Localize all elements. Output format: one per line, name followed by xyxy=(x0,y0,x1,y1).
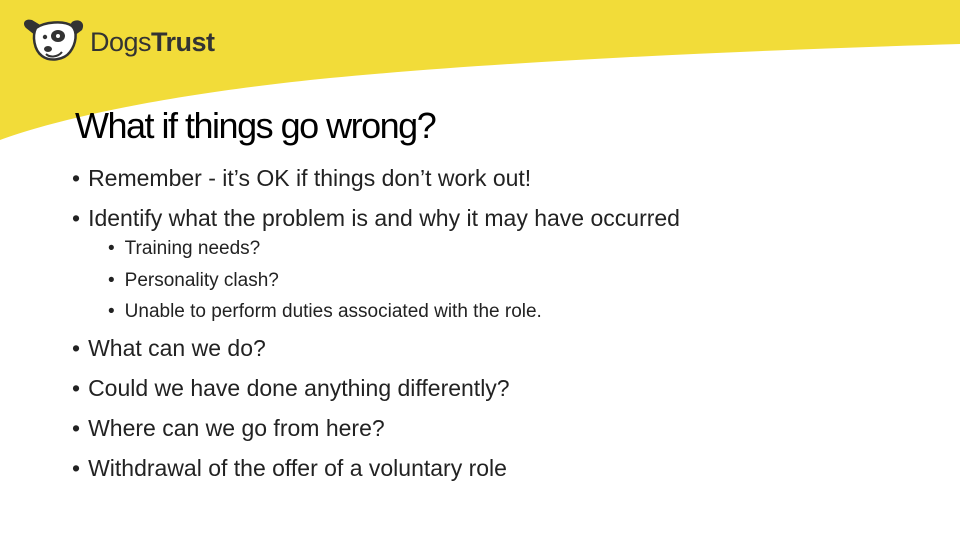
bullet-list-top xyxy=(72,158,680,238)
bullet-item: • Could we have done anything differently? xyxy=(72,368,510,408)
bullet-item: • Remember - it’s OK if things don’t work out! xyxy=(72,158,680,198)
dogs-trust-logo xyxy=(20,14,215,70)
dog-head-icon xyxy=(20,14,88,70)
brand-name-trust: Trust xyxy=(151,26,215,57)
sub-bullet-list xyxy=(108,233,542,328)
sub-bullet-item: • Personality clash? xyxy=(108,265,542,297)
brand-name-dogs: Dogs xyxy=(90,26,152,57)
brand-wordmark xyxy=(90,27,215,58)
bullet-item: • Identify what the problem is and why it may have occurred xyxy=(72,198,680,238)
sub-bullet-item: • Training needs? xyxy=(108,233,542,265)
bullet-item: • What can we do? xyxy=(72,328,510,368)
sub-bullet-item: • Unable to perform duties associated with the role. xyxy=(108,296,542,328)
bullet-item: • Where can we go from here? xyxy=(72,408,510,448)
slide-title: What if things go wrong? xyxy=(75,105,436,146)
bullet-list-bottom xyxy=(72,328,510,488)
bullet-item: • Withdrawal of the offer of a voluntary role xyxy=(72,448,510,488)
